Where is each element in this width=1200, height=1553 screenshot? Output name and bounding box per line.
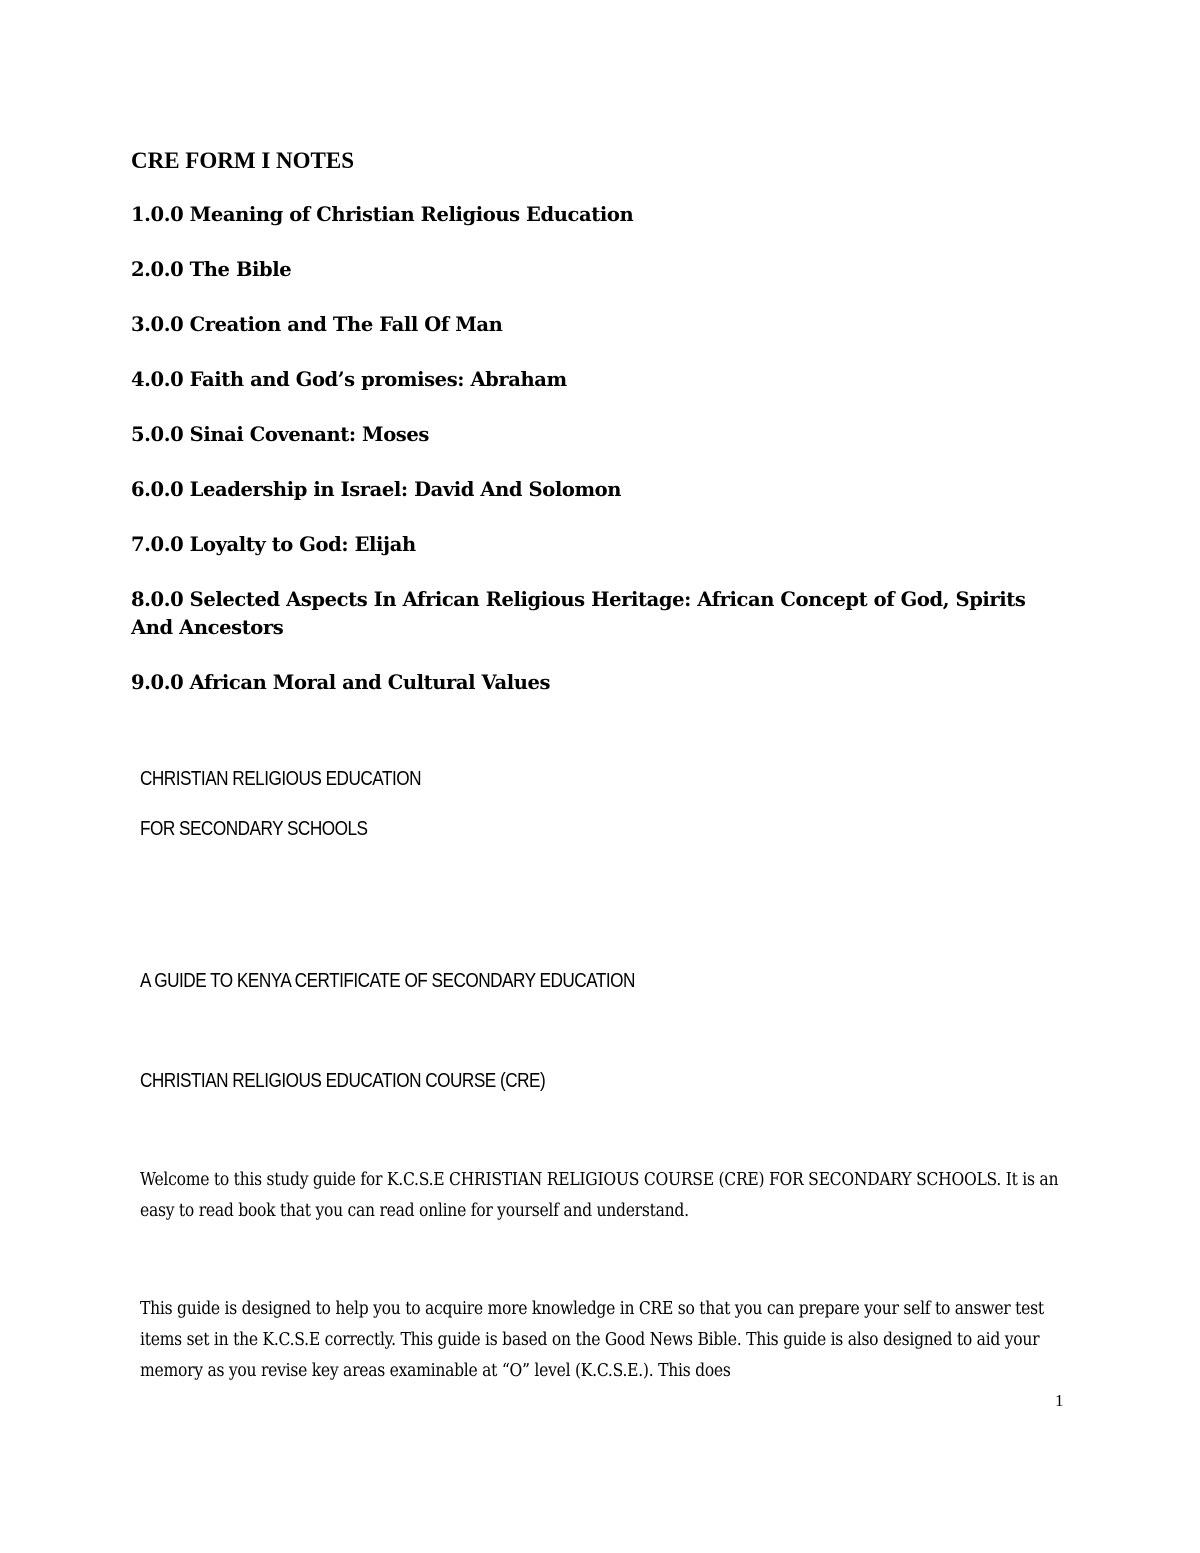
toc-item-5: 5.0.0 Sinai Covenant: Moses bbox=[131, 423, 429, 446]
cover-subject-line: CHRISTIAN RELIGIOUS EDUCATION bbox=[140, 768, 421, 790]
toc-item-9: 9.0.0 African Moral and Cultural Values bbox=[131, 671, 551, 694]
cover-audience-line: FOR SECONDARY SCHOOLS bbox=[140, 818, 368, 840]
toc-item-8: 8.0.0 Selected Aspects In African Religious Heritage: African Concept of God, Spirits And Ancestors bbox=[131, 588, 1026, 639]
welcome-paragraph: Welcome to this study guide for K.C.S.E CHRISTIAN RELIGIOUS COURSE (CRE) FOR SECONDARY SCHOOLS. It is an easy to read book that you can read online for yourself and understand. bbox=[140, 1170, 1059, 1221]
toc-item-6: 6.0.0 Leadership in Israel: David And Solomon bbox=[131, 478, 622, 501]
toc-item-1: 1.0.0 Meaning of Christian Religious Education bbox=[131, 203, 634, 226]
toc-item-2: 2.0.0 The Bible bbox=[131, 258, 292, 281]
cover-guide-line: A GUIDE TO KENYA CERTIFICATE OF SECONDARY EDUCATION bbox=[140, 970, 635, 992]
purpose-paragraph: This guide is designed to help you to acquire more knowledge in CRE so that you can prepare your self to answer test items set in the K.C.S.E correctly. This guide is based on the Good News Bible. This guide is also designed to aid your memory as you revise key areas examinable at “O” level (K.C.S.E.). This does bbox=[140, 1299, 1044, 1381]
toc-item-4: 4.0.0 Faith and God’s promises: Abraham bbox=[131, 368, 567, 391]
page-number: 1 bbox=[1055, 1391, 1064, 1410]
toc-item-7: 7.0.0 Loyalty to God: Elijah bbox=[131, 533, 416, 556]
document-title: CRE FORM I NOTES bbox=[131, 148, 354, 173]
table-of-contents bbox=[131, 201, 1061, 724]
cover-course-line: CHRISTIAN RELIGIOUS EDUCATION COURSE (CRE) bbox=[140, 1070, 546, 1092]
toc-item-3: 3.0.0 Creation and The Fall Of Man bbox=[131, 313, 503, 336]
